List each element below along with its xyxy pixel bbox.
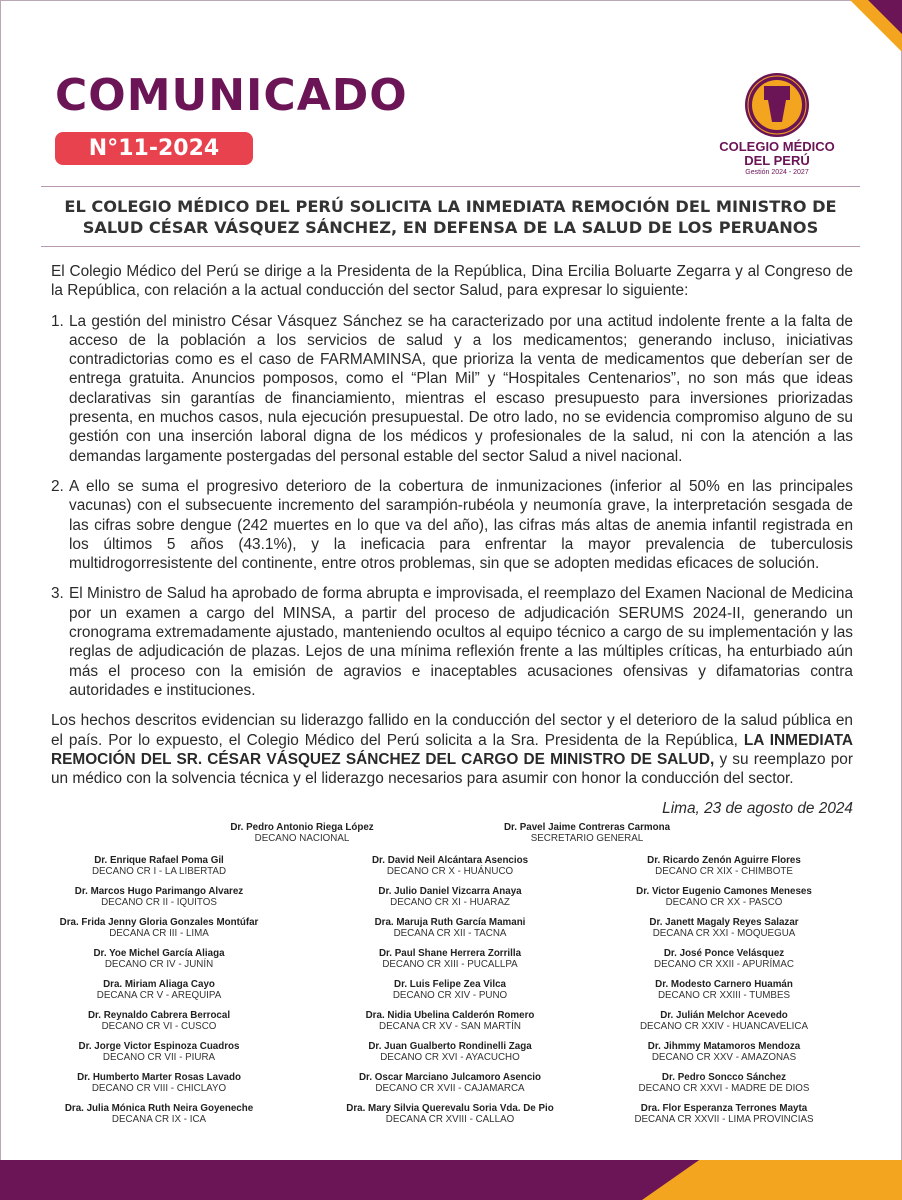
list-item-text: La gestión del ministro César Vásquez Sánchez se ha caracterizado por una actitud indolente frente a la falta de acceso de la población a los servicios de salud y a los medicamentos; generando incluso, iniciativas contradictorias como es el caso de FARMAMINSA, que prioriza la venta de medicamentos que deberían ser de entrega gratuita. Anuncios pomposos, como el “Plan Mil” y “Hospitales Centenarios”, no son más que ideas declarativas sin garantías de financiamiento, mientras el escaso presupuesto para inversiones priorizadas presenta, en muchos casos, nula ejecución presupuestal. De otro lado, no se evidencia compromiso alguno de su gestión con una inserción laboral digna de los médicos y profesionales de la salud, ni con la atención a las demandas largamente postergadas del personal estable del sector Salud a nivel nacional. bbox=[69, 312, 853, 465]
signatory bbox=[594, 948, 854, 970]
page-title: COMUNICADO bbox=[55, 70, 408, 121]
signatory-role: DECANA CR XVIII - CALLAO bbox=[385, 1114, 515, 1125]
signatory-role: DECANO CR XIII - PUCALLPA bbox=[382, 959, 518, 970]
signatory-name: Dr. Ricardo Zenón Aguirre Flores bbox=[647, 855, 801, 866]
signatory bbox=[320, 1041, 580, 1063]
signatory-name: Dr. Enrique Rafael Poma Gil bbox=[94, 855, 224, 866]
signatory bbox=[320, 979, 580, 1001]
signatory-name: Dr. Reynaldo Cabrera Berrocal bbox=[87, 1010, 231, 1021]
signatory-role: DECANO CR XIX - CHIMBOTE bbox=[655, 866, 793, 877]
signatory-role: DECANO CR XXVI - MADRE DE DIOS bbox=[638, 1083, 810, 1094]
signatory-name: Dr. Oscar Marciano Julcamoro Asencio bbox=[358, 1072, 542, 1083]
signatory bbox=[594, 979, 854, 1001]
signatory bbox=[320, 855, 580, 877]
signatory-name: Dr. Juan Gualberto Rondinelli Zaga bbox=[368, 1041, 532, 1052]
signatory-name: Dra. Mary Silvia Querevalu Soria Vda. De Pio bbox=[346, 1103, 554, 1114]
signatory-name: Dr. Jorge Victor Espinoza Cuadros bbox=[78, 1041, 240, 1052]
logo-name-line1: COLEGIO MÉDICO bbox=[719, 139, 835, 154]
signatory-name: Dr. David Neil Alcántara Asencios bbox=[371, 855, 529, 866]
signatory-name: Dr. Jihmmy Matamoros Mendoza bbox=[647, 1041, 801, 1052]
signatory-name: Dra. Julia Mónica Ruth Neira Goyeneche bbox=[64, 1103, 254, 1114]
signatory-role: DECANO CR XXIV - HUANCAVELICA bbox=[639, 1021, 809, 1032]
communique-number-badge: N°11-2024 bbox=[55, 132, 253, 165]
signatory-name: Dr. Modesto Carnero Huamán bbox=[655, 979, 793, 990]
signatory-name: Dr. Humberto Marter Rosas Lavado bbox=[77, 1072, 241, 1083]
signatory-role: SECRETARIO GENERAL bbox=[530, 833, 644, 844]
signatory bbox=[29, 855, 289, 877]
signatory-role: DECANA CR V - AREQUIPA bbox=[96, 990, 222, 1001]
signatory-role: DECANA CR XXI - MOQUEGUA bbox=[652, 928, 796, 939]
signatory-name: Dra. Maruja Ruth García Mamani bbox=[374, 917, 526, 928]
signatory-name: Dr. Paul Shane Herrera Zorrilla bbox=[378, 948, 522, 959]
logo bbox=[712, 72, 842, 178]
signatory-role: DECANO CR VII - PIURA bbox=[102, 1052, 216, 1063]
signatory-name: Dr. Victor Eugenio Camones Meneses bbox=[636, 886, 812, 897]
signatory-name: Dr. Janett Magaly Reyes Salazar bbox=[649, 917, 799, 928]
signatory bbox=[594, 1041, 854, 1063]
signatory bbox=[320, 948, 580, 970]
signatory-role: DECANO CR X - HUÁNUCO bbox=[386, 866, 514, 877]
signatory-name: Dra. Miriam Aliaga Cayo bbox=[103, 979, 215, 990]
signatory-name: Dr. Pedro Antonio Riega López bbox=[230, 822, 374, 833]
closing-text: Los hechos descritos evidencian su liderazgo fallido en la conducción del sector y el deterioro de la salud pública en el país. Por lo expuesto, el Colegio Médico del Perú solicita a la Sra. Presidenta de la República, bbox=[51, 712, 853, 749]
signatory-name: Dr. José Ponce Velásquez bbox=[663, 948, 785, 959]
signatory-role: DECANO NACIONAL bbox=[254, 833, 350, 844]
list-item-text: El Ministro de Salud ha aprobado de forma abrupta e improvisada, el reemplazo del Examen Nacional de Medicina por un examen a cargo del MINSA, a partir del proceso de adjudicación SERUMS 2024-II, generando un cronograma extremadamente ajustado, manteniendo ocultos al equipo técnico a cargo de su implementación y las reglas de adjudicación de plazas. Lejos de una mínima reflexión frente a las múltiples críticas, ha enturbiado aún más el proceso con la emisión de agravios e inaceptables acusaciones ofensivas y difamatorias contra autoridades e instituciones. bbox=[69, 585, 853, 699]
signatory bbox=[29, 1041, 289, 1063]
signatory bbox=[320, 1103, 580, 1125]
list-item bbox=[51, 584, 853, 700]
signatory-role: DECANO CR IV - JUNÍN bbox=[104, 959, 214, 970]
signatory-role: DECANO CR XIV - PUNO bbox=[392, 990, 508, 1001]
divider-bottom bbox=[41, 246, 860, 247]
signatory-role: DECANA CR IX - ICA bbox=[111, 1114, 207, 1125]
signatory bbox=[29, 1103, 289, 1125]
date-line: Lima, 23 de agosto de 2024 bbox=[662, 800, 853, 818]
logo-name-line2: DEL PERÚ bbox=[744, 153, 810, 168]
list-item-number: 1. bbox=[51, 312, 64, 330]
list-item-number: 3. bbox=[51, 585, 64, 603]
signatory bbox=[29, 979, 289, 1001]
signatory bbox=[594, 917, 854, 939]
signatory-role: DECANA CR III - LIMA bbox=[109, 928, 209, 939]
colegio-medico-seal-icon bbox=[744, 72, 810, 138]
corner-accent-purple bbox=[868, 0, 902, 34]
signatory-role: DECANO CR XX - PASCO bbox=[665, 897, 783, 908]
signatory bbox=[29, 917, 289, 939]
closing-demand: LA INMEDIATA REMOCIÓN DEL SR. CÉSAR VÁSQUEZ SÁNCHEZ DEL CARGO DE MINISTRO DE SALUD, bbox=[51, 731, 853, 768]
signatory-name: Dra. Frida Jenny Gloria Gonzales Montúfar bbox=[59, 917, 259, 928]
headline: EL COLEGIO MÉDICO DEL PERÚ SOLICITA LA INMEDIATA REMOCIÓN DEL MINISTRO DE SALUD CÉSAR VÁSQUEZ SÁNCHEZ, EN DEFENSA DE LA SALUD DE LOS PERUANOS bbox=[64, 197, 837, 237]
list-item-number: 2. bbox=[51, 477, 64, 495]
list-item bbox=[51, 312, 853, 466]
signatory-role: DECANO CR XI - HUARAZ bbox=[390, 897, 510, 908]
signatory-role: DECANO CR XVII - CAJAMARCA bbox=[375, 1083, 525, 1094]
signatory bbox=[594, 1103, 854, 1125]
signatory-role: DECANO CR VI - CUSCO bbox=[101, 1021, 217, 1032]
intro-paragraph: El Colegio Médico del Perú se dirige a la Presidenta de la República, Dina Ercilia Boluarte Zegarra y al Congreso de la República, con relación a la actual conducción del sector Salud, para expresar lo siguiente: bbox=[51, 263, 853, 300]
signatory bbox=[594, 1010, 854, 1032]
signatory-role: DECANA CR XII - TACNA bbox=[393, 928, 507, 939]
signatory bbox=[320, 917, 580, 939]
signatory bbox=[594, 1072, 854, 1094]
signatory-name: Dr. Julio Daniel Vizcarra Anaya bbox=[378, 886, 522, 897]
signatory bbox=[29, 948, 289, 970]
signatory bbox=[320, 886, 580, 908]
signatory-dean bbox=[172, 822, 432, 844]
signatory-secretary bbox=[457, 822, 717, 844]
signatory-role: DECANO CR XVI - AYACUCHO bbox=[380, 1052, 520, 1063]
closing-paragraph bbox=[51, 711, 853, 788]
signatory bbox=[320, 1010, 580, 1032]
signatory bbox=[320, 1072, 580, 1094]
signatory-name: Dra. Flor Esperanza Terrones Mayta bbox=[640, 1103, 808, 1114]
list-item-text: A ello se suma el progresivo deterioro de la cobertura de inmunizaciones (inferior al 50% en las principales vacunas) con el subsecuente incremento del sarampión-rubéola y neumonía grave, la interpretación sesgada de las cifras sobre dengue (242 muertes en lo que va del año), las cifras más altas de anemia infantil registrada en los últimos 5 años (43.1%), y la ineficacia para enfrentar la mayor prevalencia de tuberculosis multidrogorresistente del continente, entre otros problemas, sin que se adopten medidas eficaces de solución. bbox=[69, 477, 853, 573]
signatory-name: Dra. Nidia Ubelina Calderón Romero bbox=[365, 1010, 535, 1021]
letter-body bbox=[51, 262, 853, 819]
signatory bbox=[29, 886, 289, 908]
signatory-role: DECANO CR I - LA LIBERTAD bbox=[91, 866, 227, 877]
list-item bbox=[51, 477, 853, 573]
signatory-role: DECANO CR II - IQUITOS bbox=[101, 897, 217, 908]
signatory-name: Dr. Yoe Michel García Aliaga bbox=[93, 948, 225, 959]
signatory-name: Dr. Pavel Jaime Contreras Carmona bbox=[503, 822, 671, 833]
signatory-name: Dr. Luis Felipe Zea Vilca bbox=[394, 979, 506, 990]
signatory-role: DECANO CR VIII - CHICLAYO bbox=[91, 1083, 227, 1094]
divider-top bbox=[41, 186, 860, 187]
signatory bbox=[29, 1010, 289, 1032]
signatory-role: DECANA CR XXVII - LIMA PROVINCIAS bbox=[634, 1114, 814, 1125]
signatory-role: DECANO CR XXII - APURÍMAC bbox=[654, 959, 794, 970]
signatory-role: DECANA CR XV - SAN MARTÍN bbox=[379, 1021, 521, 1032]
logo-gestion: Gestión 2024 - 2027 bbox=[745, 169, 809, 176]
signatory-name: Dr. Marcos Hugo Parimango Alvarez bbox=[74, 886, 244, 897]
header bbox=[55, 70, 408, 165]
signatory bbox=[29, 1072, 289, 1094]
signatory-role: DECANO CR XXV - AMAZONAS bbox=[651, 1052, 797, 1063]
signatory-name: Dr. Julián Melchor Acevedo bbox=[660, 1010, 788, 1021]
signatory-name: Dr. Pedro Soncco Sánchez bbox=[661, 1072, 787, 1083]
signatory bbox=[594, 886, 854, 908]
signatory-role: DECANO CR XXIII - TUMBES bbox=[657, 990, 791, 1001]
signatory bbox=[594, 855, 854, 877]
closing-text-end: y su reemplazo por un médico con la solvencia técnica y el liderazgo necesarios para asumir con honor la conducción del sector. bbox=[51, 750, 853, 788]
